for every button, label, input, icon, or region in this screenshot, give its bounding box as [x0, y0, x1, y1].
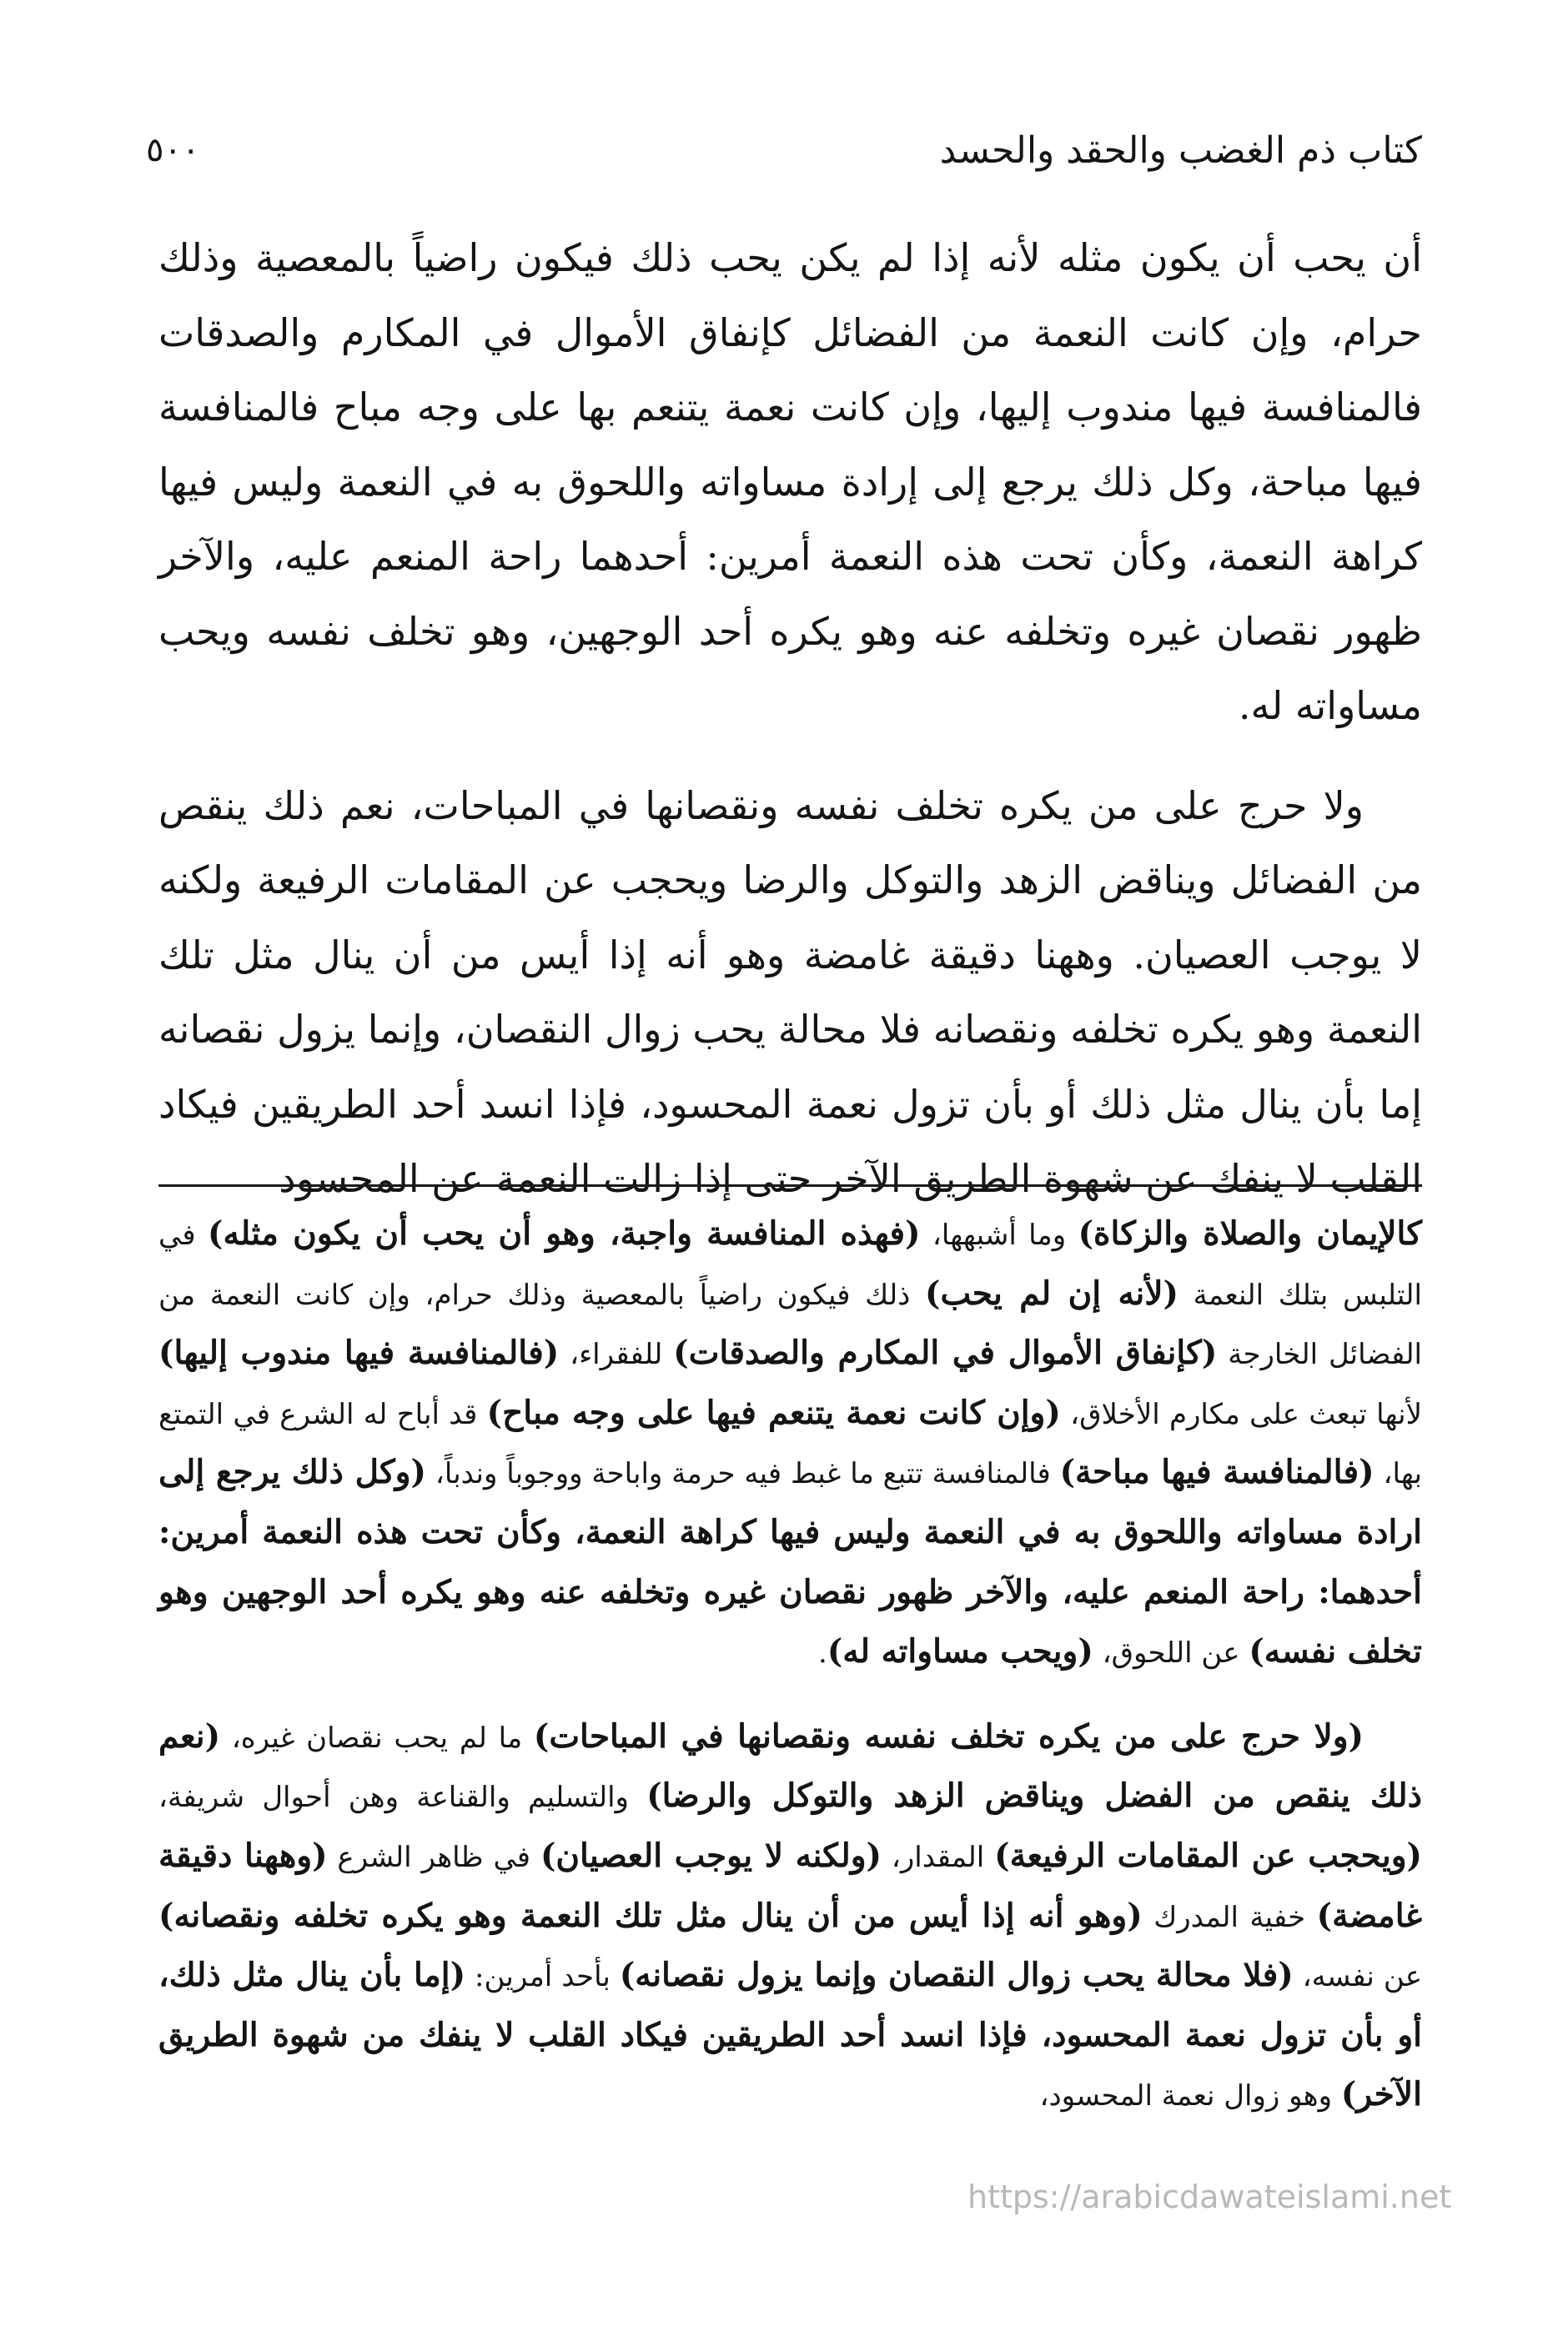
- commentary-text: وهو زوال نعمة المحسود،: [1039, 2079, 1341, 2113]
- quoted-matn-text: (ويحب مساواته له): [827, 1632, 1093, 1671]
- commentary-text: .: [818, 1636, 827, 1671]
- main-paragraph-1: أن يحب أن يكون مثله لأنه إذا لم يكن يحب ذلك فيكون راضياً بالمعصية وذلك حرام، وإن كانت النعمة من الفضائل كإنفاق الأموال في المكارم والصدقات فالمنافسة فيها مندوب إليها، وإن كانت نعمة يتنعم بها على وجه مباح فالمنافسة فيها مباحة، وكل ذلك يرجع إلى إرادة مساواته واللحوق به في النعمة وليس فيها كراهة النعمة، وكأن تحت هذه النعمة أمرين: أحدهما راحة المنعم عليه، والآخر ظهور نقصان غيره وتخلفه عنه وهو يكره أحد الوجهين، وهو تخلف نفسه ويحب مساواته له.: [158, 235, 1422, 728]
- quoted-matn-text: (إما بأن ينال مثل ذلك، أو بأن تزول نعمة المحسود، فإذا انسد أحد الطريقين فيكاد القلب لا ينفك من شهوة الطريق الآخر): [158, 1956, 1422, 2114]
- commentary-text: وما أشبهها،: [920, 1219, 1078, 1252]
- commentary-text: عن اللحوق،: [1093, 1636, 1249, 1671]
- quoted-matn-text: (فالمنافسة فيها مندوب إليها): [158, 1334, 560, 1373]
- quoted-matn-text: (كإنفاق الأموال في المكارم والصدقات): [673, 1334, 1218, 1373]
- running-title: كتاب ذم الغضب والحقد والحسد: [939, 128, 1422, 172]
- quoted-matn-text: (ولكنه لا يوجب العصيان): [540, 1836, 882, 1875]
- quoted-matn-text: كالإيمان والصلاة والزكاة): [1078, 1214, 1422, 1253]
- commentary-text: والتسليم والقناعة وهن أحوال شريفة،: [158, 1781, 647, 1815]
- commentary-text: المقدار،: [882, 1840, 995, 1874]
- quoted-matn-text: (فالمنافسة فيها مباحة): [1059, 1453, 1375, 1492]
- commentary-text: في ظاهر الشرع: [327, 1840, 540, 1874]
- commentary-text: فالمنافسة تتبع ما غبط فيه حرمة واباحة ووجوباً وندباً،: [425, 1457, 1060, 1491]
- commentary-text: في التلبس بتلك النعمة: [158, 1219, 1422, 1312]
- watermark-url: https://arabicdawateislami.net: [967, 2179, 1452, 2215]
- quoted-matn-text: (فهذه المنافسة واجبة، وهو أن يحب أن يكون مثله): [208, 1214, 921, 1253]
- quoted-matn-text: (فلا محالة يحب زوال النقصان وإنما يزول نقصانه): [619, 1956, 1294, 1995]
- quoted-matn-text: (لأنه إن لم يحب): [925, 1274, 1179, 1313]
- quoted-matn-text: (وهو أنه إذا أيس من أن ينال مثل تلك النعمة وهو يكره تخلفه ونقصانه): [158, 1896, 1143, 1935]
- commentary-paragraph-2: [158, 1708, 1422, 2126]
- commentary-text: لأنها تبعث على مكارم الأخلاق،: [1060, 1397, 1422, 1431]
- commentary-text: ما لم يحب نقصان غيره،: [220, 1721, 534, 1755]
- quoted-matn-text: (وههنا دقيقة غامضة): [158, 1836, 1422, 1935]
- quoted-matn-text: (وكل ذلك يرجع إلى ارادة مساواته واللحوق به في النعمة وليس فيها كراهة النعمة، وكأن تحت هذه النعمة أمرين: أحدهما: راحة المنعم عليه، والآخر ظهور نقصان غيره وتخلفه عنه وهو يكره أحد الوجهين وهو تخلف نفسه): [158, 1453, 1422, 1671]
- main-paragraph-2: ولا حرج على من يكره تخلف نفسه ونقصانها في المباحات، نعم ذلك ينقص من الفضائل ويناقض الزهد والتوكل والرضا ويحجب عن المقامات الرفيعة ولكنه لا يوجب العصيان. وههنا دقيقة غامضة وهو أنه إذا أيس من أن ينال مثل تلك النعمة وهو يكره تخلفه ونقصانه فلا محالة يحب زوال النقصان، وإنما يزول نقصانه إما بأن ينال مثل ذلك أو بأن تزول نعمة المحسود، فإذا انسد أحد الطريقين فيكاد القلب لا ينفك عن شهوة الطريق الآخر حتى إذا زالت النعمة عن المحسود: [158, 782, 1422, 1201]
- page-header: [146, 125, 1422, 175]
- commentary-text: ذلك فيكون راضياً بالمعصية وذلك حرام، وإن كانت النعمة من الفضائل الخارجة: [158, 1278, 1422, 1372]
- main-text: [158, 221, 1422, 1217]
- commentary-section: [158, 1205, 1422, 2126]
- commentary-text: للفقراء،: [559, 1338, 674, 1372]
- commentary-paragraph-1: [158, 1205, 1422, 1683]
- commentary-text: بأحد أمرين:: [465, 1960, 620, 1994]
- quoted-matn-text: (وإن كانت نعمة يتنعم فيها على وجه مباح): [486, 1393, 1061, 1432]
- footnote-divider: [158, 1184, 1422, 1187]
- commentary-text: عن نفسه،: [1293, 1960, 1423, 1994]
- commentary-text: خفية المدرك: [1142, 1900, 1317, 1934]
- page-number: ٥٠٠: [146, 131, 200, 169]
- commentary-text: قد أباح له الشرع في التمتع بها،: [158, 1397, 1423, 1491]
- quoted-matn-text: (ولا حرج على من يكره تخلف نفسه ونقصانها في المباحات): [533, 1716, 1364, 1756]
- quoted-matn-text: (ويحجب عن المقامات الرفيعة): [994, 1836, 1422, 1875]
- quoted-matn-text: (نعم ذلك ينقص من الفضل ويناقض الزهد والتوكل والرضا): [158, 1716, 1422, 1816]
